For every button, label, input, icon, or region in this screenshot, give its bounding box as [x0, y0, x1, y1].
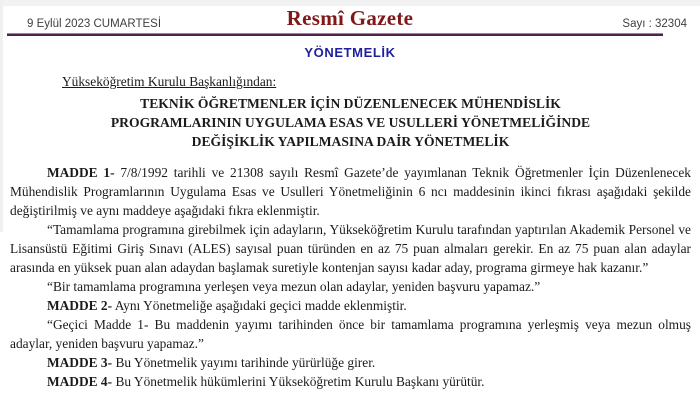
gecici-madde-1-text: “Geçici Madde 1- Bu maddenin yayımı tarihinden önce bir tamamlama programına yerleşmiş veya mezun olmuş adaylar, yeniden başvuru yapamaz.”	[10, 317, 691, 351]
section-label: YÖNETMELİK	[304, 45, 396, 60]
header-divider	[7, 33, 663, 36]
paragraph-madde-2	[10, 296, 691, 315]
madde-2-text: Aynı Yönetmeliğe aşağıdaki geçici madde eklenmiştir.	[112, 298, 407, 313]
title-line-2: PROGRAMLARININ UYGULAMA ESAS VE USULLERİ YÖNETMELİĞİNDE	[110, 115, 591, 130]
paragraph-quoted-clause-1	[10, 220, 691, 277]
title-line-1: TEKNİK ÖĞRETMENLER İÇİN DÜZENLENECEK MÜHENDİSLİK	[140, 96, 561, 111]
authority-line: Yükseköğretim Kurulu Başkanlığından:	[62, 74, 277, 89]
masthead-title: Resmî Gazete	[286, 6, 414, 30]
madde-4-label: MADDE 4-	[47, 374, 113, 389]
madde-1-text: 7/8/1992 tarihli ve 21308 sayılı Resmî Gazete’de yayımlanan Teknik Öğretmenler İçin Düzenlenecek Mühendislik Programlarının Uygulama Esas ve Usulleri Yönetmeliğinin 6 ncı maddesinin ikinci fıkrası aşağıdaki şekilde değiştirilmiş ve aynı maddeye aşağıdaki fıkra eklenmiştir.	[10, 165, 691, 218]
madde-3-label: MADDE 3-	[47, 355, 113, 370]
quoted-clause-2-text: “Bir tamamlama programına yerleşen veya mezun olan adaylar, yeniden başvuru yapamaz.”	[47, 279, 541, 294]
quoted-clause-1-text: “Tamamlama programına girebilmek için adayların, Yükseköğretim Kurulu tarafından yaptırılan Akademik Personel ve Lisansüstü Eğitimi Giriş Sınavı (ALES) sayısal puan türünden en az 75 puan almaları gerekir. En az 75 puan alan adaylar arasında en yüksek puan alan adaydan başlamak suretiyle kontenjan sayısı kadar aday, programa girmeye hak kazanır.”	[10, 222, 691, 275]
body-text	[10, 163, 691, 391]
madde-3-text: Bu Yönetmelik yayımı tarihinde yürürlüğe girer.	[112, 355, 376, 370]
regulation-document	[0, 74, 700, 391]
regulation-title	[10, 94, 691, 151]
header-bar	[0, 0, 700, 33]
title-line-3: DEĞİŞİKLİK YAPILMASINA DAİR YÖNETMELİK	[191, 134, 510, 149]
paragraph-madde-3	[10, 353, 691, 372]
paragraph-quoted-clause-2	[10, 277, 691, 296]
paragraph-gecici-madde-1	[10, 315, 691, 353]
issue-number: Sayı : 32304	[622, 18, 687, 30]
madde-1-label: MADDE 1-	[47, 165, 115, 180]
paragraph-madde-1	[10, 163, 691, 220]
madde-2-label: MADDE 2-	[47, 298, 113, 313]
window-edge-left	[0, 0, 3, 232]
paragraph-madde-4	[10, 372, 691, 391]
madde-4-text: Bu Yönetmelik hükümlerini Yükseköğretim Kurulu Başkanı yürütür.	[112, 374, 485, 389]
issue-date: 9 Eylül 2023 CUMARTESİ	[27, 18, 162, 30]
